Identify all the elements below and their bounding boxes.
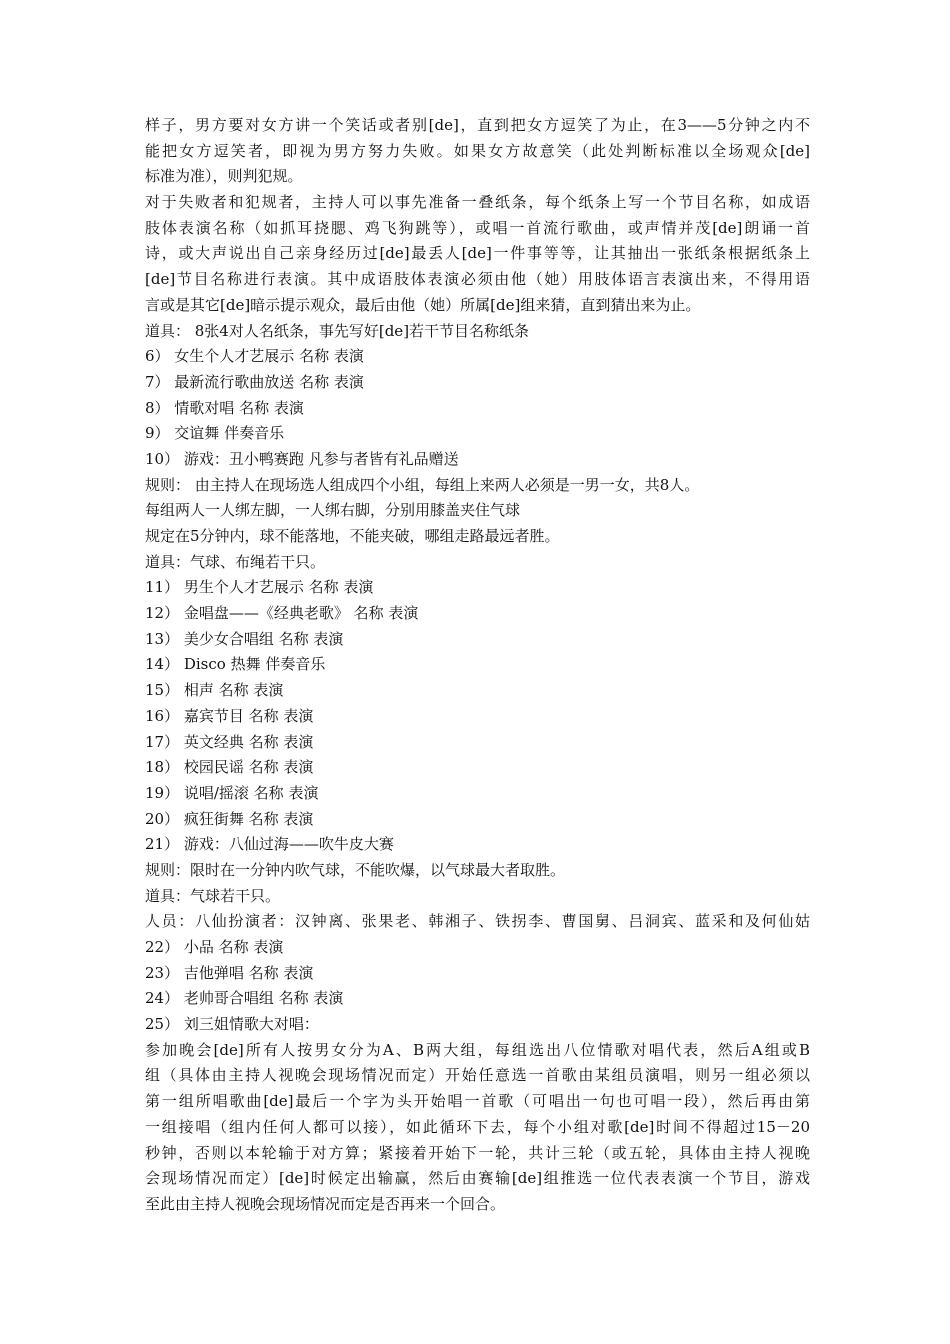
text-line: 25） 刘三姐情歌大对唱： (145, 1015, 319, 1034)
text-line: 10） 游戏：丑小鸭赛跑 凡参与者皆有礼品赠送 (145, 449, 459, 468)
text-line: 12） 金唱盘——《经典老歌》 名称 表演 (145, 604, 419, 623)
text-line: 会现场情况而定）[de]时候定出输赢，然后由赛输[de]组推选一位代表表演一个节目，游戏 (145, 1169, 810, 1188)
text-line: 标准为准），则判犯规。 (145, 167, 303, 186)
text-line: 肢体表演名称（如抓耳挠腮、鸡飞狗跳等），或唱一首流行歌曲，或声情并茂[de]朗诵一首 (145, 218, 810, 237)
text-line: 道具：气球、布绳若干只。 (145, 552, 326, 571)
text-line: 一组接唱（组内任何人都可以接），如此循环下去，每个小组对歌[de]时间不得超过15－20 (145, 1117, 810, 1136)
text-line: 22） 小品 名称 表演 (145, 938, 284, 956)
text-line: 11） 男生个人才艺展示 名称 表演 (145, 578, 374, 597)
text-line: 23） 吉他弹唱 名称 表演 (145, 963, 314, 982)
text-line: 17） 英文经典 名称 表演 (145, 732, 314, 751)
text-line: 诗，或大声说出自己亲身经历过[de]最丢人[de]一件事等等，让其抽出一张纸条根据纸条上 (145, 244, 810, 263)
text-line: 规定在5分钟内，球不能落地，不能夹破，哪组走路最远者胜。 (145, 527, 560, 545)
text-line: 18） 校园民谣 名称 表演 (145, 758, 314, 777)
text-line: 19） 说唱/摇滚 名称 表演 (145, 783, 319, 802)
text-line: 组（具体由主持人视晚会现场情况而定）开始任意选一首歌由某组员演唱，则另一组必须以 (145, 1066, 810, 1085)
text-line: 每组两人一人绑左脚，一人绑右脚，分别用膝盖夹住气球 (145, 501, 521, 520)
text-line: 15） 相声 名称 表演 (145, 681, 284, 700)
text-line: 9） 交谊舞 伴奏音乐 (145, 424, 285, 443)
text-line: 至此由主持人视晚会现场情况而定是否再来一个回合。 (145, 1194, 506, 1213)
document-body (145, 113, 810, 1218)
text-line: 道具： 8张4对人名纸条，事先写好[de]若干节目名称纸条 (145, 321, 530, 340)
text-line: 道具：气球若干只。 (145, 886, 281, 905)
text-line: 人员：八仙扮演者：汉钟离、张果老、韩湘子、铁拐李、曹国舅、吕洞宾、蓝采和及何仙姑 (145, 912, 810, 931)
text-line: 8） 情歌对唱 名称 表演 (145, 398, 304, 417)
text-line: 规则：限时在一分钟内吹气球，不能吹爆，以气球最大者取胜。 (145, 860, 566, 879)
text-line: [de]节目名称进行表演。其中成语肢体表演必须由他（她）用肢体语言表演出来，不得用语 (145, 270, 810, 289)
text-line: 第一组所唱歌曲[de]最后一个字为头开始唱一首歌（可唱出一句也可唱一段），然后再由第 (145, 1092, 810, 1111)
text-line: 对于失败者和犯规者，主持人可以事先准备一叠纸条，每个纸条上写一个节目名称，如成语 (145, 193, 810, 212)
text-line: 6） 女生个人才艺展示 名称 表演 (145, 347, 364, 366)
text-line: 13） 美少女合唱组 名称 表演 (145, 629, 344, 648)
text-line: 秒钟，否则以本轮输于对方算；紧接着开始下一轮，共计三轮（或五轮，具体由主持人视晚 (145, 1143, 810, 1162)
text-line: 21） 游戏：八仙过海——吹牛皮大赛 (145, 835, 394, 854)
text-line: 16） 嘉宾节目 名称 表演 (145, 706, 314, 725)
text-line: 能把女方逗笑者，即视为男方努力失败。如果女方故意笑（此处判断标准以全场观众[de] (145, 141, 810, 160)
text-line: 样子，男方要对女方讲一个笑话或者别[de]，直到把女方逗笑了为止，在3——5分钟之内不 (145, 116, 810, 134)
text-line: 24） 老帅哥合唱组 名称 表演 (145, 989, 344, 1008)
text-line: 参加晚会[de]所有人按男女分为A、B两大组，每组选出八位情歌对唱代表，然后A组或B (145, 1040, 810, 1059)
text-line: 20） 疯狂街舞 名称 表演 (145, 809, 314, 828)
text-line: 14） Disco 热舞 伴奏音乐 (145, 655, 326, 674)
text-line: 规则： 由主持人在现场选人组成四个小组，每组上来两人必须是一男一女，共8人。 (145, 475, 700, 494)
text-line: 7） 最新流行歌曲放送 名称 表演 (145, 372, 364, 391)
text-line: 言或是其它[de]暗示提示观众，最后由他（她）所属[de]组来猜，直到猜出来为止。 (145, 295, 701, 314)
